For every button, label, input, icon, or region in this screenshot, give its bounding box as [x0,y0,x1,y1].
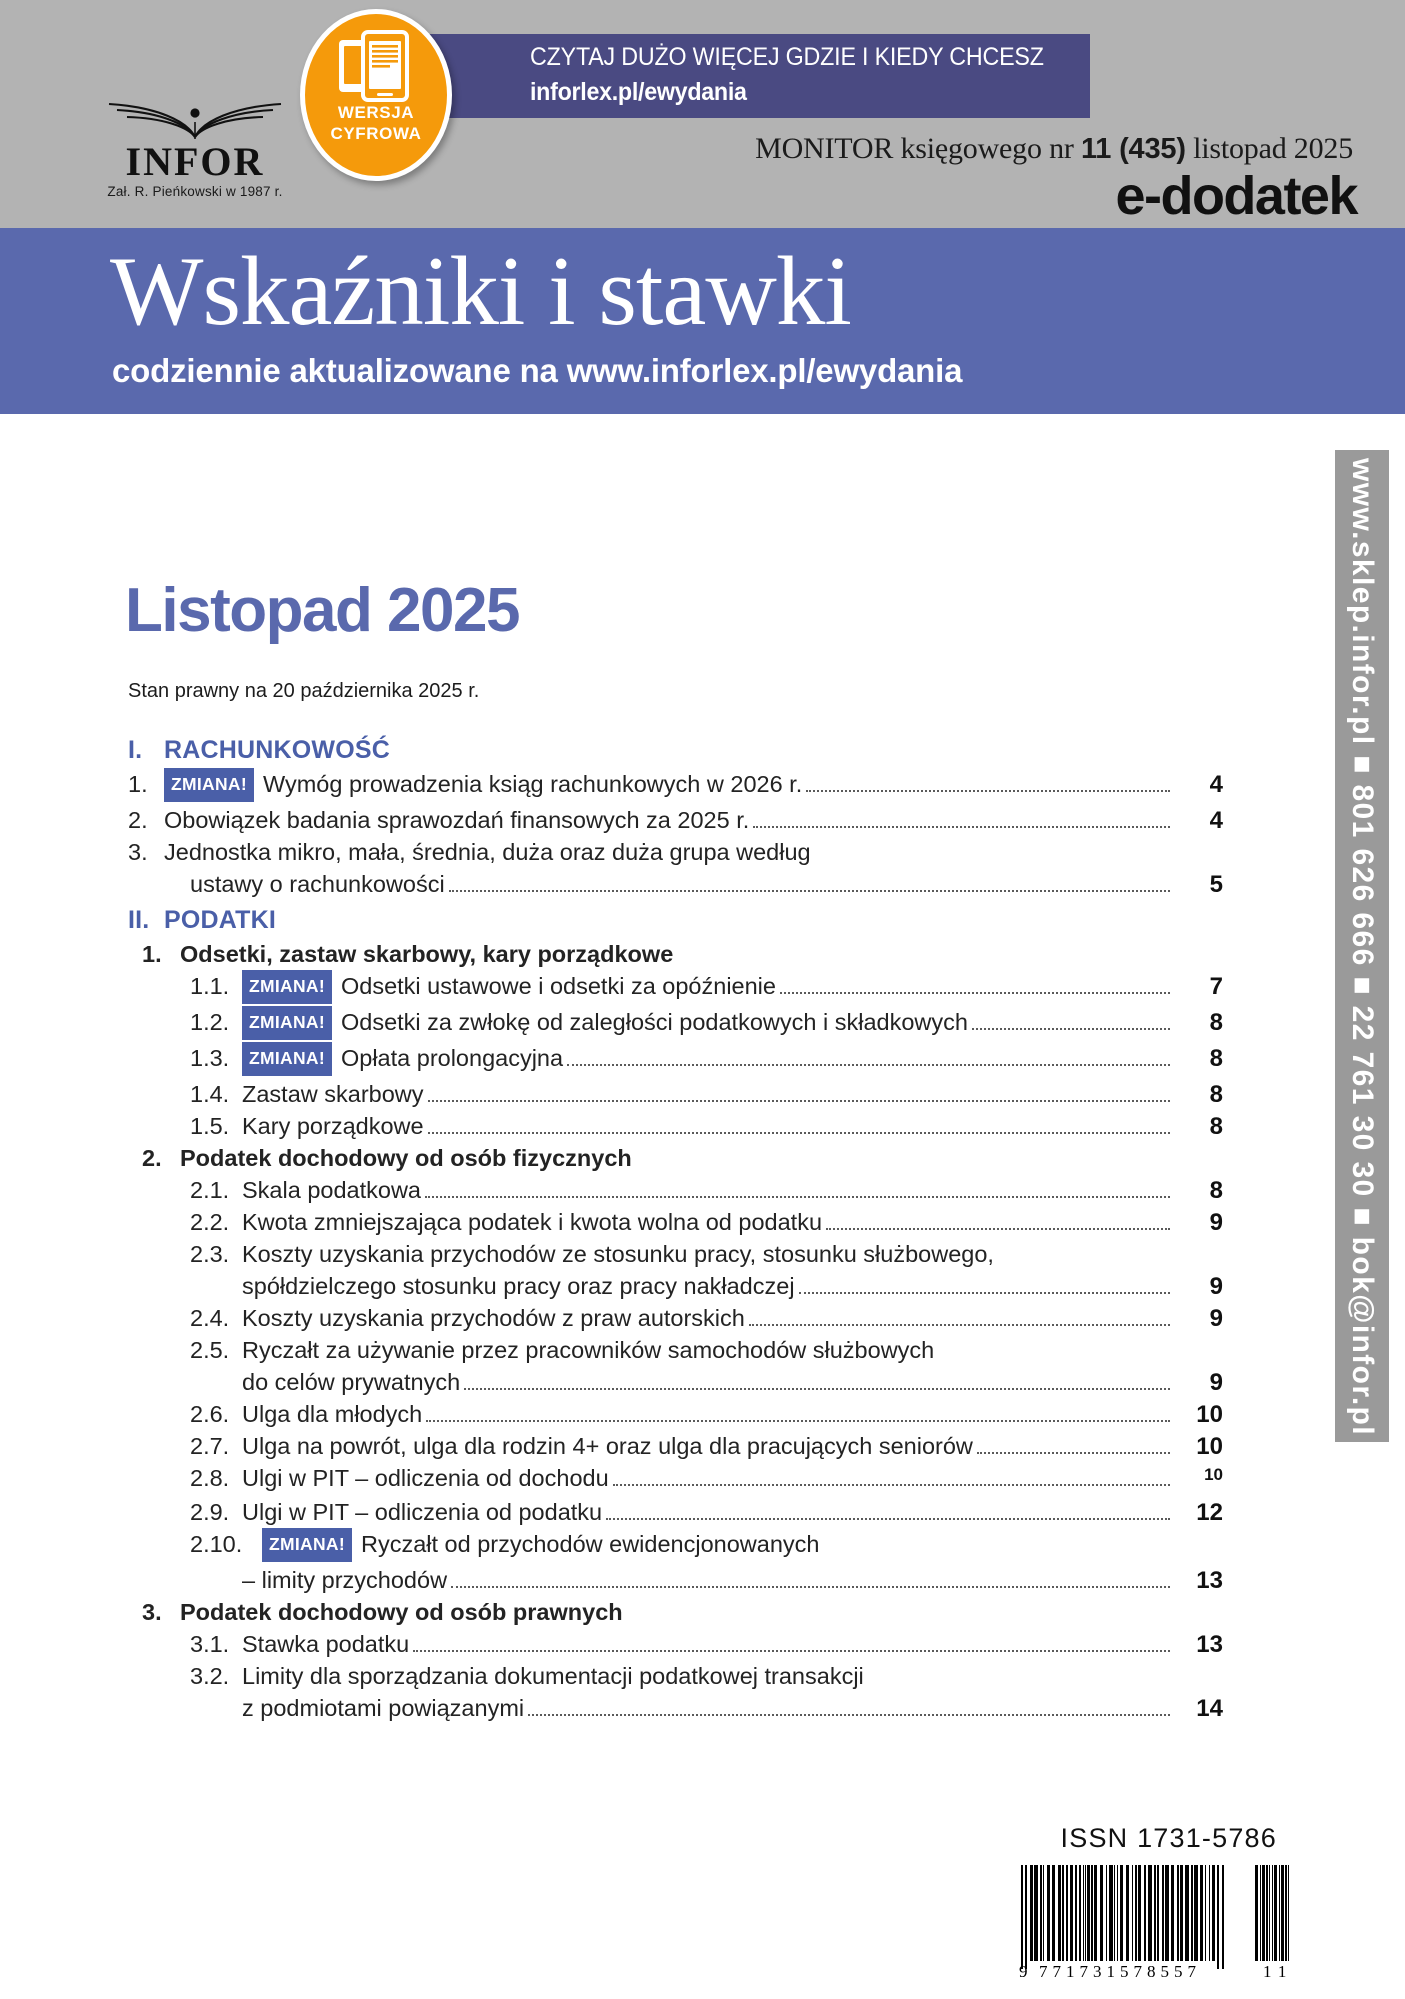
leader-dots [613,1484,1170,1486]
leader-dots [413,1650,1170,1652]
toc-entry-continuation[interactable] [128,1271,1223,1302]
digital-promo-headline: CZYTAJ DUŻO WIĘCEJ GDZIE I KIEDY CHCESZ [530,43,1044,71]
toc-entry-number: 1.2. [190,1009,230,1035]
contact-sidebar-text: www.sklep.infor.pl ■ 801 626 666 ■ 22 761 30 30 ■ bok@infor.pl [1346,458,1379,1437]
leader-dots [425,1196,1170,1198]
toc-entry[interactable] [128,805,1223,836]
digital-badge-line2: CYFROWA [330,124,422,143]
toc-entry-number: 2.3. [190,1241,230,1267]
toc-entry-continuation[interactable] [128,1693,1223,1724]
toc-entry-number: 2.5. [190,1337,230,1363]
issue-number: 11 (435) [1080,133,1186,165]
toc-entry-page: 14 [1196,1695,1223,1722]
ean13-barcode-icon [1017,1863,1245,1981]
toc-entry-title: Koszty uzyskania przychodów ze stosunku pracy, stosunku służbowego, [242,1241,994,1267]
toc-entry-title-cont: – limity przychodów [242,1567,448,1593]
issue-suffix: listopad 2025 [1185,132,1353,165]
issn-label: ISSN 1731-5786 [1060,1823,1277,1853]
banner-subtitle-text: codziennie aktualizowane na [112,352,567,389]
page-title: Wskaźniki i stawki [110,237,851,346]
legal-status-date: Stan prawny na 20 października 2025 r. [128,680,480,702]
leader-dots [428,1132,1170,1134]
toc-entry-title: Wymóg prowadzenia ksiąg rachunkowych w 2026 r. [262,771,803,797]
issue-prefix: MONITOR księgowego nr [755,132,1081,165]
toc-entry[interactable] [128,1335,1223,1366]
toc-entry[interactable] [128,1043,1223,1078]
toc-entry-page: 8 [1209,1081,1223,1108]
leader-dots [977,1452,1170,1454]
toc-entry-number: 1.1. [190,973,230,999]
toc-entry[interactable] [128,769,1223,804]
toc-section-heading [128,906,1223,935]
toc-entry-title: Obowiązek badania sprawozdań finansowych za 2025 r. [164,807,750,833]
toc-entry[interactable] [128,939,1223,970]
toc-section-roman: I. [128,736,143,764]
toc-entry-title: Zastaw skarbowy [242,1081,424,1107]
toc-entry-number: 2.9. [190,1499,230,1525]
toc-entry-number: 3. [142,1599,162,1625]
contact-sidebar [1335,450,1389,1442]
digital-version-badge [300,9,452,181]
toc-entry[interactable] [128,1175,1223,1206]
toc-entry[interactable] [128,1303,1223,1334]
toc-entry-title: Stawka podatku [242,1631,410,1657]
toc-entry-page: 9 [1209,1369,1223,1396]
toc-entry[interactable] [128,971,1223,1006]
leader-dots [528,1714,1170,1716]
toc-entry[interactable] [128,1239,1223,1270]
toc-entry-number: 2.7. [190,1433,230,1459]
change-badge: ZMIANA! [242,1042,332,1076]
toc-entry-title: Podatek dochodowy od osób fizycznych [180,1145,632,1171]
change-badge: ZMIANA! [262,1528,352,1562]
toc-entry-title: Kwota zmniejszająca podatek i kwota wolna od podatku [242,1209,823,1235]
toc-entry-number: 1. [128,771,148,797]
infor-logo [95,95,295,199]
change-badge: ZMIANA! [242,970,332,1004]
toc-entry-number: 2.2. [190,1209,230,1235]
toc-entry-title: Ulgi w PIT – odliczenia od podatku [242,1499,603,1525]
toc-entry-title: Koszty uzyskania przychodów z praw autorskich [242,1305,745,1331]
toc-entry-title-cont: spółdzielczego stosunku pracy oraz pracy nakładczej [242,1273,795,1299]
toc-entry[interactable] [128,837,1223,868]
toc-entry-title: Ulga na powrót, ulga dla rodzin 4+ oraz ulga dla pracujących seniorów [242,1433,973,1459]
toc-entry-page: 10 [1196,1433,1223,1460]
toc-entry[interactable] [128,1529,1223,1564]
table-of-contents [128,730,1223,1725]
infor-tagline: Zał. R. Pieńkowski w 1987 r. [107,184,283,199]
toc-entry-page: 4 [1209,807,1223,834]
toc-entry-title-cont: ustawy o rachunkowości [190,871,445,897]
toc-entry-number: 3.2. [190,1663,230,1689]
toc-entry-number: 2.8. [190,1465,230,1491]
toc-section-heading [128,736,1223,765]
toc-entry-title: Skala podatkowa [242,1177,421,1203]
toc-entry-number: 1.4. [190,1081,230,1107]
tablet-phone-icon [337,30,415,102]
toc-entry-page: 5 [1209,871,1223,898]
toc-entry-number: 1. [142,941,162,967]
toc-entry[interactable] [128,1399,1223,1430]
toc-entry-title-cont: do celów prywatnych [242,1369,461,1395]
toc-entry-continuation[interactable] [128,1367,1223,1398]
toc-entry-title: Ulgi w PIT – odliczenia od dochodu [242,1465,609,1491]
toc-entry-title: Ryczałt za używanie przez pracowników samochodów służbowych [242,1337,935,1363]
toc-entry[interactable] [128,1079,1223,1110]
leader-dots [749,1324,1170,1326]
issue-line [755,132,1353,166]
toc-entry-continuation[interactable] [128,1565,1223,1596]
toc-entry-number: 1.3. [190,1045,230,1071]
toc-entry[interactable] [128,1629,1223,1660]
month-heading: Listopad 2025 [125,576,519,645]
toc-entry-page: 7 [1209,973,1223,1000]
toc-entry[interactable] [128,1207,1223,1238]
svg-text:9: 9 [1019,1962,1028,1981]
toc-entry-page: 13 [1196,1567,1223,1594]
toc-entry-title: Jednostka mikro, mała, średnia, duża oraz duża grupa według [164,839,811,865]
leader-dots [567,1064,1170,1066]
toc-entry-number: 2.6. [190,1401,230,1427]
toc-entry-number: 2. [128,807,148,833]
leader-dots [451,1586,1170,1588]
banner-subtitle [112,352,962,390]
toc-entry-title: Kary porządkowe [242,1113,424,1139]
infor-wordmark: INFOR [125,139,265,184]
toc-entry-number: 2.1. [190,1177,230,1203]
toc-entry-title: Opłata prolongacyjna [340,1045,564,1071]
svg-text:11: 11 [1263,1962,1294,1981]
leader-dots [972,1028,1170,1030]
edition-label: e-dodatek [1115,166,1357,226]
change-badge: ZMIANA! [242,1006,332,1040]
toc-entry[interactable] [128,1111,1223,1142]
toc-entry-number: 1.5. [190,1113,230,1139]
toc-entry-page: 13 [1196,1631,1223,1658]
toc-entry-number: 2.4. [190,1305,230,1331]
digital-badge-line1: WERSJA [337,103,415,122]
toc-entry-title: Ulga dla młodych [242,1401,423,1427]
toc-entry[interactable] [128,1661,1223,1692]
digital-badge-caption [305,102,447,144]
toc-entry-title: Odsetki za zwłokę od zaległości podatkowych i składkowych [340,1009,968,1035]
toc-entry[interactable] [128,1143,1223,1174]
toc-entry[interactable] [128,1463,1223,1496]
infor-book-icon [95,95,295,141]
leader-dots [449,890,1170,892]
toc-entry-title: Podatek dochodowy od osób prawnych [180,1599,623,1625]
toc-entry-page: 8 [1209,1045,1223,1072]
toc-entry-continuation[interactable] [128,869,1223,900]
leader-dots [780,992,1170,994]
toc-entry-title: Limity dla sporządzania dokumentacji podatkowej transakcji [242,1663,864,1689]
leader-dots [606,1518,1170,1520]
toc-entry-page: 8 [1209,1177,1223,1204]
leader-dots [826,1228,1170,1230]
toc-entry-page: 4 [1209,771,1223,798]
toc-entry-title: Odsetki, zastaw skarbowy, kary porządkowe [180,941,674,967]
toc-entry[interactable] [128,1497,1223,1528]
toc-entry-page: 8 [1209,1009,1223,1036]
barcode-addon-icon [1249,1863,1307,1981]
leader-dots [426,1420,1170,1422]
leader-dots [464,1388,1170,1390]
leader-dots [806,790,1170,792]
toc-entry-title-cont: z podmiotami powiązanymi [242,1695,525,1721]
leader-dots [428,1100,1170,1102]
toc-entry-page: 10 [1204,1465,1223,1484]
toc-entry-page: 10 [1196,1401,1223,1428]
toc-entry-page: 8 [1209,1113,1223,1140]
toc-entry-title: Odsetki ustawowe i odsetki za opóźnienie [340,973,776,999]
toc-entry[interactable] [128,1431,1223,1462]
toc-entry-number: 2. [142,1145,162,1171]
leader-dots [753,826,1170,828]
toc-section-roman: II. [128,906,150,934]
toc-section-title: RACHUNKOWOŚĆ [164,736,390,764]
toc-entry-number: 2.10. [190,1531,243,1557]
toc-entry-page: 12 [1196,1499,1223,1526]
toc-entry-page: 9 [1209,1273,1223,1300]
change-badge: ZMIANA! [164,768,254,802]
banner-subtitle-url[interactable]: www.inforlex.pl/ewydania [566,352,963,389]
toc-section-title: PODATKI [164,906,277,934]
toc-entry-page: 9 [1209,1209,1223,1236]
toc-entry[interactable] [128,1007,1223,1042]
toc-entry-number: 3. [128,839,148,865]
barcode [1017,1863,1294,1981]
title-banner [0,228,1405,414]
svg-text:771731578557: 771731578557 [1039,1962,1201,1981]
toc-entry-page: 9 [1209,1305,1223,1332]
toc-entry[interactable] [128,1597,1223,1628]
toc-entry-number: 3.1. [190,1631,230,1657]
leader-dots [799,1292,1170,1294]
digital-promo-url[interactable]: inforlex.pl/ewydania [530,78,747,106]
toc-entry-title: Ryczałt od przychodów ewidencjonowanych [360,1531,820,1557]
digital-promo-strip [400,34,1090,118]
